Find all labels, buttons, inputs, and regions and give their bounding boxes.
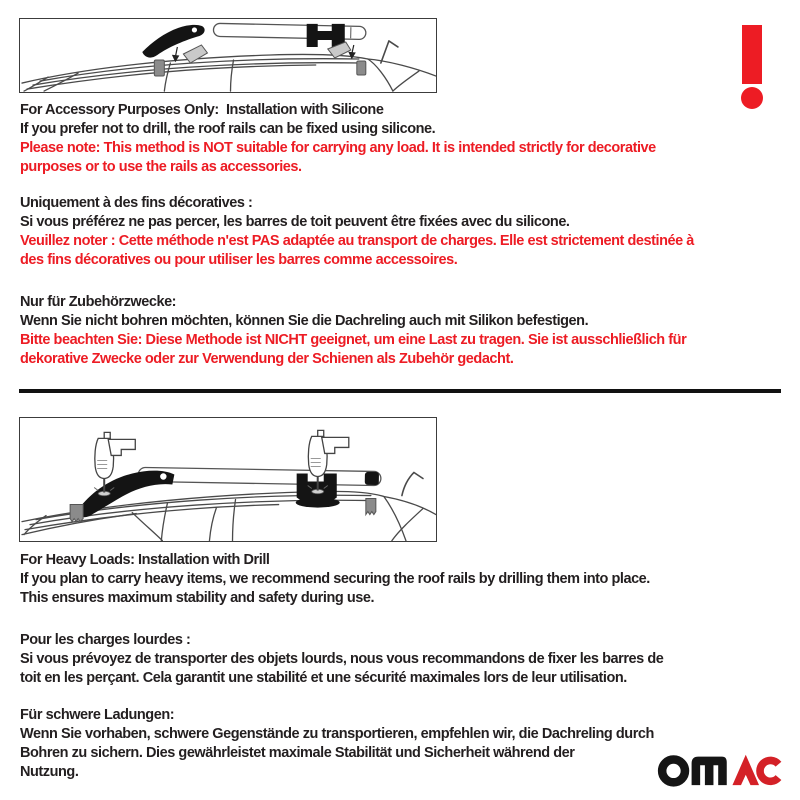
- antenna: [402, 472, 423, 495]
- crossbar-tube: [138, 467, 381, 485]
- silicone-de-note-line1: Bitte beachten Sie: Diese Methode ist NICHT geeignet, um eine Last zu tragen. Sie ist ausschließlich für: [20, 332, 687, 348]
- silicone-de-title: Nur für Zubehörzwecke:: [20, 294, 177, 310]
- drill-fr-body-line1: Si vous prévoyez de transporter des objets lourds, nous vous recommandons de fixer les barres de: [20, 651, 664, 667]
- silicone-illustration-frame: [19, 18, 437, 93]
- drill-de-body-line2: Bohren zu sichern. Dies gewährleistet maximale Stabilität und Sicherheit während der: [20, 745, 575, 761]
- section-divider: [19, 389, 781, 393]
- drill-de-body-line3: Nutzung.: [20, 764, 79, 780]
- logo-letter-a: [732, 755, 759, 785]
- silicone-de-note-line2: dekorative Zwecke oder zur Verwendung der Schienen als Zubehör gedacht.: [20, 351, 514, 367]
- silicone-en-title: For Accessory Purposes Only: Installation with Silicone: [20, 102, 384, 118]
- drill-en-body-line1: If you plan to carry heavy items, we recommend securing the roof rails by drilling them into place.: [20, 571, 650, 587]
- silicone-en-body: If you prefer not to drill, the roof rails can be fixed using silicone.: [20, 121, 436, 137]
- silicone-text-de: [20, 293, 790, 369]
- omac-brand-logo: [656, 750, 788, 788]
- car-outline: [22, 41, 436, 91]
- rail-foot-left: [78, 471, 174, 518]
- logo-letter-c: [756, 757, 781, 786]
- rail-foot-hole: [192, 27, 197, 32]
- drill-de-body-line1: Wenn Sie vorhaben, schwere Gegenstände zu transportieren, empfehlen wir, die Dachreling durch: [20, 726, 654, 742]
- rail-foot-hole: [160, 473, 166, 479]
- drill-illustration-frame: [19, 417, 437, 542]
- drill-fr-title: Pour les charges lourdes :: [20, 632, 191, 648]
- antenna: [381, 41, 398, 63]
- omac-logo-graphic: [656, 750, 788, 788]
- silicone-en-note-line1: Please note: This method is NOT suitable for carrying any load. It is intended strictly for decorative: [20, 140, 656, 156]
- drill-en-body-line2: This ensures maximum stability and safety during use.: [20, 590, 375, 606]
- exclamation-bar: [742, 25, 762, 84]
- car-roof-silicone-illustration: [20, 19, 436, 92]
- silicone-en-note-line2: purposes or to use the rails as accessories.: [20, 159, 302, 175]
- silicone-text-en: [20, 101, 790, 177]
- drill-de-title: Für schwere Ladungen:: [20, 707, 175, 723]
- silicone-text-fr: [20, 194, 790, 270]
- rail-foot-base: [296, 498, 340, 508]
- drill-en-title: For Heavy Loads: Installation with Drill: [20, 552, 270, 568]
- logo-letter-o: [662, 760, 685, 783]
- silicone-fr-body: Si vous préférez ne pas percer, les barres de toit peuvent être fixées avec du silicone.: [20, 214, 570, 230]
- silicone-de-body: Wenn Sie nicht bohren möchten, können Sie die Dachreling auch mit Silikon befestigen.: [20, 313, 589, 329]
- logo-letter-m: [692, 757, 727, 786]
- silicone-fr-title: Uniquement à des fins décoratives :: [20, 195, 253, 211]
- drill-text-en: [20, 551, 790, 608]
- silicone-fr-note-line2: des fins décoratives ou pour utiliser les barres comme accessoires.: [20, 252, 458, 268]
- silicone-fr-note-line1: Veuillez noter : Cette méthode n'est PAS adaptée au transport de charges. Elle est strictement destinée à: [20, 233, 694, 249]
- drill-fr-body-line2: toit en les perçant. Cela garantit une stabilité et une sécurité maximales lors de leur utilisation.: [20, 670, 627, 686]
- car-roof-drill-illustration: [20, 418, 436, 541]
- drill-text-fr: [20, 631, 790, 688]
